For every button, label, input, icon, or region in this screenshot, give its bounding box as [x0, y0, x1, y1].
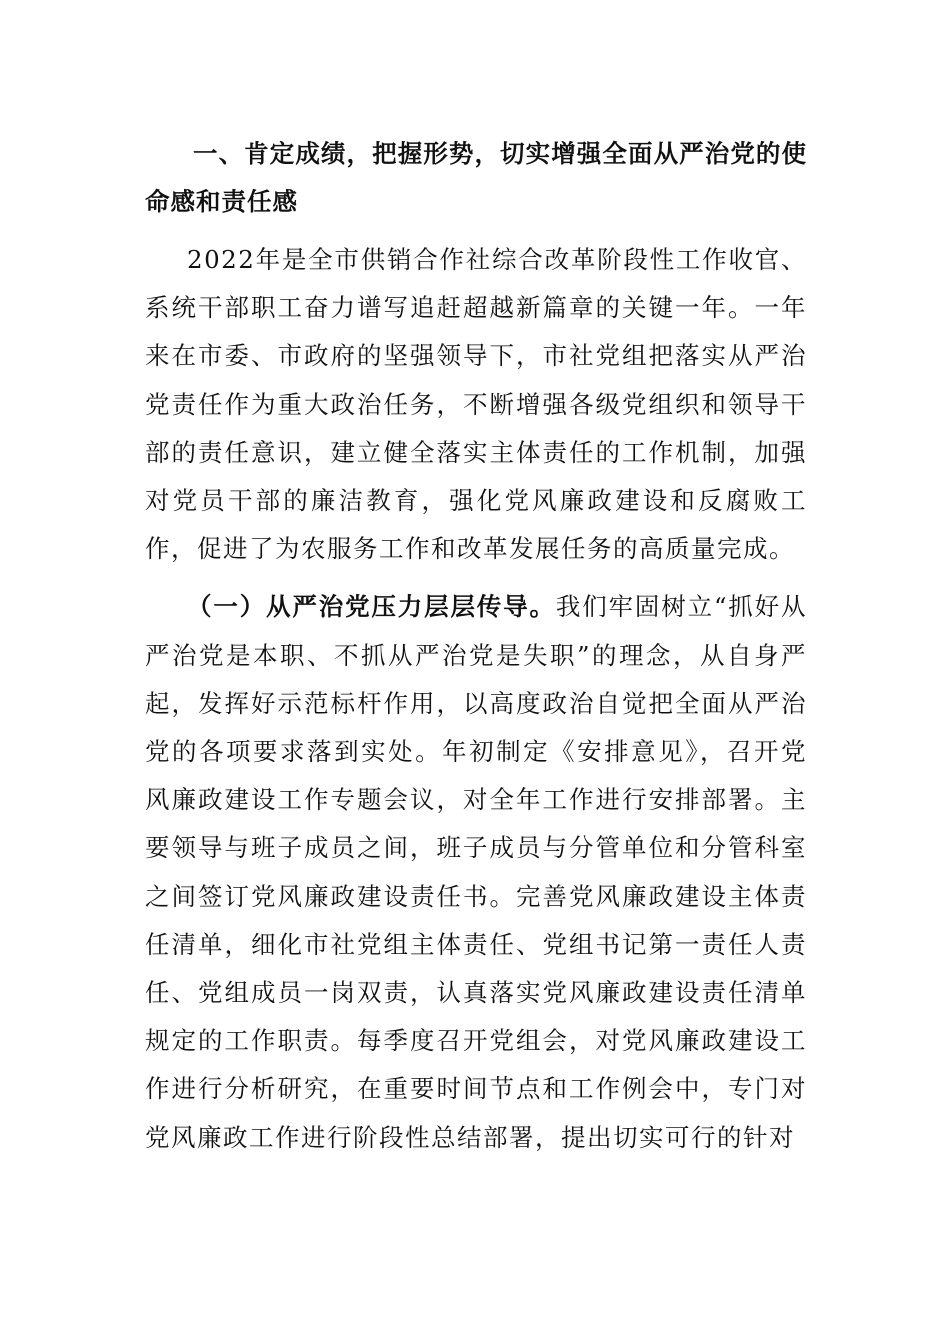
- subsection-heading: （一）从严治党压力层层传导。: [187, 592, 556, 622]
- subsection-paragraph: [145, 583, 807, 1161]
- section-heading: 一、肯定成绩，把握形势，切实增强全面从严治党的使命感和责任感: [145, 139, 807, 216]
- subsection-body: 我们牢固树立“抓好从严治党是本职、不抓从严治党是失职”的理念，从自身严起，发挥好示范标杆作用，以高度政治自觉把全面从严治党的各项要求落到实处。年初制定《安排意见》，召开党风廉政建设工作专题会议，对全年工作进行安排部署。主要领导与班子成员之间，班子成员与分管单位和分管科室之间签订党风廉政建设责任书。完善党风廉政建设主体责任清单，细化市社党组主体责任、党组书记第一责任人责任、党组成员一岗双责，认真落实党风廉政建设责任清单规定的工作职责。每季度召开党组会，对党风廉政建设工作进行分析研究，在重要时间节点和工作例会中，专门对党风廉政工作进行阶段性总结部署，提出切实可行的针对: [145, 592, 808, 1152]
- document-page: [145, 130, 807, 1172]
- intro-paragraph: 2022年是全市供销合作社综合改革阶段性工作收官、系统干部职工奋力谱写追赶超越新篇章的关键一年。一年来在市委、市政府的坚强领导下，市社党组把落实从严治党责任作为重大政治任务，不断增强各级党组织和领导干部的责任意识，建立健全落实主体责任的工作机制，加强对党员干部的廉洁教育，强化党风廉政建设和反腐败工作，促进了为农服务工作和改革发展任务的高质量完成。: [145, 245, 807, 564]
